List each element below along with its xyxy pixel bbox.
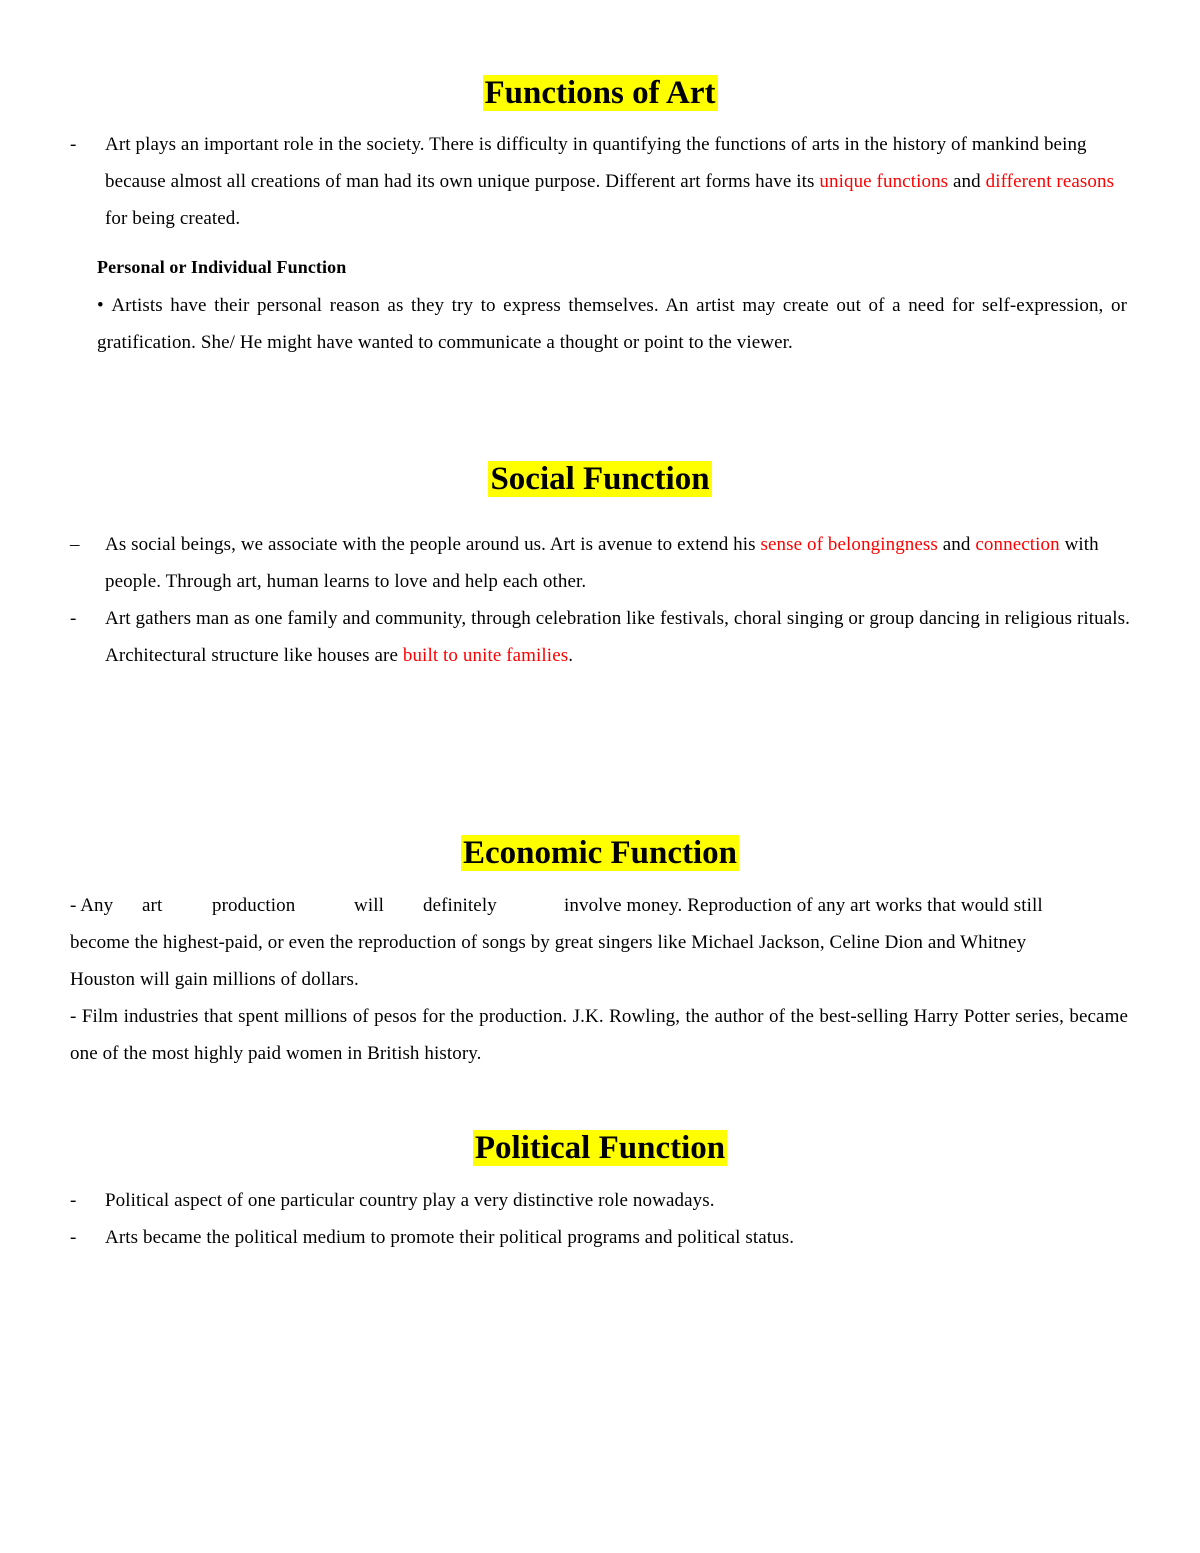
title-highlight: Economic Function [462,835,738,871]
economic-word: definitely [423,895,497,916]
economic-para-1-rest: become the highest-paid, or even the reproduction of songs by great singers like Michael Jackson, Celine Dion and Whitney Houston will gain millions of dollars. [70,932,1027,990]
social-item-1 [105,526,1105,600]
title-highlight: Political Function [474,1130,726,1166]
intro-paragraph [105,126,1135,237]
bullet-dash: - [70,134,77,155]
bullet-dash: - [70,1227,77,1248]
social-text: and [937,534,976,555]
political-item-1: Political aspect of one particular country play a very distinctive role nowadays. [105,1190,715,1211]
social-item-2 [105,600,1130,674]
economic-para-2: - Film industries that spent millions of pesos for the production. J.K. Rowling, the author of the best-selling Harry Potter series, became one of the most highly paid women in British history. [70,1006,1128,1064]
social-text: . [568,645,574,666]
subheading-personal-function: Personal or Individual Function [97,257,347,277]
economic-word: art [142,895,163,916]
economic-word: involve money. Reproduction of any art works that would still [564,895,1043,916]
title-highlight: Social Function [490,461,710,497]
heading-economic-function [0,833,1200,873]
economic-word: - Any [70,895,114,916]
heading-social-function [0,459,1200,499]
bullet-dash: - [70,608,77,629]
bullet-dash: – [70,534,80,555]
title-highlight: Functions of Art [484,75,716,111]
highlight-belongingness: sense of belongingness [760,534,938,555]
heading-political-function [0,1128,1200,1168]
intro-text: for being created. [105,208,241,229]
highlight-connection: connection [975,534,1060,555]
social-text: with people. Through art, human learns to love and help each other. [105,534,1099,592]
social-text: Art gathers man as one family and community, through celebration like festivals, choral singing or group dancing in religious rituals. Architectural structure like houses are [105,608,1130,666]
economic-word: will [354,895,384,916]
bullet-dash: - [70,1190,77,1211]
personal-function-body: Artists have their personal reason as they try to express themselves. An artist may create out of a need for self-expression, or gratification. She/ He might have wanted to communicate a thought or point to the viewer. [97,295,1127,353]
social-text: As social beings, we associate with the people around us. Art is avenue to extend his [105,534,761,555]
intro-text: Art plays an important role in the society. There is difficulty in quantifying the functions of arts in the history of mankind being because almost all creations of man had its own unique purpose. Different art forms have its [105,134,1087,192]
bullet-dot: • [97,295,104,316]
highlight-unique-functions: unique functions [819,171,949,192]
highlight-unite-families: built to unite families [402,645,569,666]
highlight-different-reasons: different reasons [985,171,1115,192]
political-item-2: Arts became the political medium to promote their political programs and political status. [105,1227,795,1248]
personal-function-text [97,287,1127,361]
economic-word: production [212,895,296,916]
intro-text: and [948,171,986,192]
page-title [0,73,1200,113]
